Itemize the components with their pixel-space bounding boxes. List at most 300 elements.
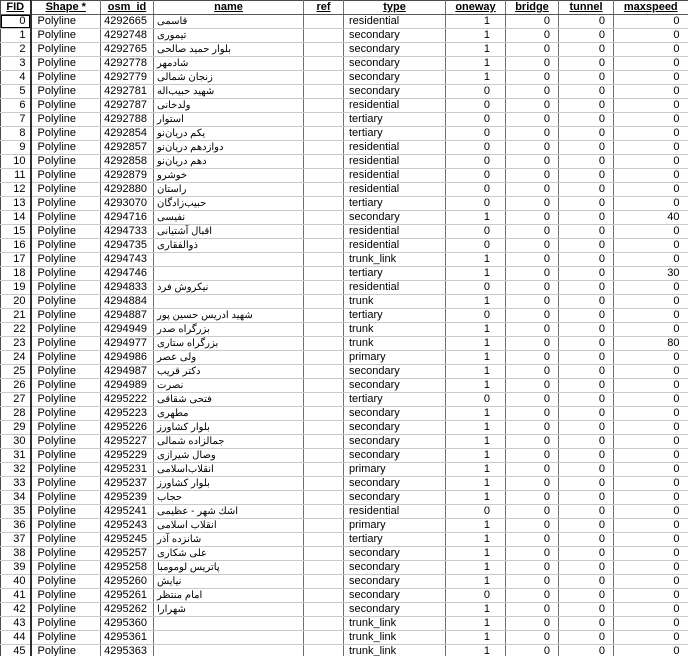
ref-cell[interactable] [304, 295, 344, 309]
name-cell[interactable]: استوار [154, 113, 304, 127]
shape-cell[interactable]: Polyline [31, 421, 101, 435]
bridge-cell[interactable]: 0 [506, 575, 559, 589]
tunnel-cell[interactable]: 0 [559, 29, 614, 43]
maxspeed-cell[interactable]: 0 [614, 561, 688, 575]
bridge-cell[interactable]: 0 [506, 393, 559, 407]
maxspeed-cell[interactable]: 0 [614, 421, 688, 435]
name-cell[interactable]: نفيسی [154, 211, 304, 225]
ref-cell[interactable] [304, 323, 344, 337]
ref-cell[interactable] [304, 85, 344, 99]
shape-cell[interactable]: Polyline [31, 631, 101, 645]
type-cell[interactable]: tertiary [344, 127, 446, 141]
shape-cell[interactable]: Polyline [31, 617, 101, 631]
ref-cell[interactable] [304, 379, 344, 393]
maxspeed-cell[interactable]: 40 [614, 211, 688, 225]
name-cell[interactable]: دهم دريان‌نو [154, 155, 304, 169]
tunnel-cell[interactable]: 0 [559, 113, 614, 127]
maxspeed-cell[interactable]: 0 [614, 15, 688, 29]
type-cell[interactable]: tertiary [344, 533, 446, 547]
ref-cell[interactable] [304, 71, 344, 85]
name-cell[interactable]: يكم دريان‌نو [154, 127, 304, 141]
bridge-cell[interactable]: 0 [506, 99, 559, 113]
oneway-cell[interactable]: 1 [446, 29, 506, 43]
maxspeed-cell[interactable]: 0 [614, 169, 688, 183]
tunnel-cell[interactable]: 0 [559, 71, 614, 85]
name-cell[interactable]: نصرت [154, 379, 304, 393]
bridge-cell[interactable]: 0 [506, 225, 559, 239]
osm_id-cell[interactable]: 4292879 [101, 169, 154, 183]
fid-cell[interactable]: 24 [1, 351, 31, 365]
name-cell[interactable] [154, 617, 304, 631]
maxspeed-cell[interactable]: 0 [614, 99, 688, 113]
type-cell[interactable]: residential [344, 15, 446, 29]
shape-cell[interactable]: Polyline [31, 309, 101, 323]
shape-cell[interactable]: Polyline [31, 43, 101, 57]
fid-cell[interactable]: 39 [1, 561, 31, 575]
fid-cell[interactable]: 34 [1, 491, 31, 505]
bridge-cell[interactable]: 0 [506, 519, 559, 533]
type-cell[interactable]: residential [344, 169, 446, 183]
type-cell[interactable]: trunk_link [344, 631, 446, 645]
name-cell[interactable] [154, 267, 304, 281]
tunnel-cell[interactable]: 0 [559, 225, 614, 239]
bridge-cell[interactable]: 0 [506, 645, 559, 656]
shape-cell[interactable]: Polyline [31, 71, 101, 85]
maxspeed-cell[interactable]: 0 [614, 379, 688, 393]
shape-cell[interactable]: Polyline [31, 295, 101, 309]
shape-cell[interactable]: Polyline [31, 575, 101, 589]
maxspeed-cell[interactable]: 0 [614, 29, 688, 43]
fid-cell[interactable]: 3 [1, 57, 31, 71]
tunnel-cell[interactable]: 0 [559, 449, 614, 463]
oneway-cell[interactable]: 1 [446, 603, 506, 617]
type-cell[interactable]: secondary [344, 71, 446, 85]
fid-cell[interactable]: 9 [1, 141, 31, 155]
osm_id-cell[interactable]: 4294887 [101, 309, 154, 323]
type-cell[interactable]: trunk [344, 295, 446, 309]
osm_id-cell[interactable]: 4292779 [101, 71, 154, 85]
oneway-cell[interactable]: 0 [446, 113, 506, 127]
maxspeed-cell[interactable]: 0 [614, 477, 688, 491]
tunnel-cell[interactable]: 0 [559, 617, 614, 631]
fid-cell[interactable]: 42 [1, 603, 31, 617]
maxspeed-cell[interactable]: 0 [614, 463, 688, 477]
bridge-cell[interactable]: 0 [506, 155, 559, 169]
maxspeed-cell[interactable]: 0 [614, 519, 688, 533]
fid-cell[interactable]: 30 [1, 435, 31, 449]
fid-cell[interactable]: 8 [1, 127, 31, 141]
osm_id-cell[interactable]: 4295223 [101, 407, 154, 421]
type-cell[interactable]: secondary [344, 211, 446, 225]
tunnel-cell[interactable]: 0 [559, 477, 614, 491]
fid-cell[interactable]: 18 [1, 267, 31, 281]
fid-cell[interactable]: 10 [1, 155, 31, 169]
maxspeed-cell[interactable]: 0 [614, 85, 688, 99]
fid-cell[interactable]: 29 [1, 421, 31, 435]
ref-cell[interactable] [304, 365, 344, 379]
tunnel-cell[interactable]: 0 [559, 645, 614, 656]
maxspeed-cell[interactable]: 0 [614, 351, 688, 365]
bridge-cell[interactable]: 0 [506, 309, 559, 323]
oneway-cell[interactable]: 0 [446, 127, 506, 141]
type-cell[interactable]: secondary [344, 491, 446, 505]
name-cell[interactable]: اشك شهر - عظيمی [154, 505, 304, 519]
type-cell[interactable]: secondary [344, 379, 446, 393]
maxspeed-cell[interactable]: 0 [614, 589, 688, 603]
osm_id-cell[interactable]: 4295262 [101, 603, 154, 617]
ref-cell[interactable] [304, 267, 344, 281]
fid-cell[interactable]: 40 [1, 575, 31, 589]
ref-cell[interactable] [304, 435, 344, 449]
oneway-cell[interactable]: 1 [446, 463, 506, 477]
osm_id-cell[interactable]: 4292765 [101, 43, 154, 57]
bridge-cell[interactable]: 0 [506, 351, 559, 365]
bridge-cell[interactable]: 0 [506, 337, 559, 351]
shape-cell[interactable]: Polyline [31, 253, 101, 267]
fid-cell[interactable]: 35 [1, 505, 31, 519]
osm_id-cell[interactable]: 4294977 [101, 337, 154, 351]
column-header-bridge[interactable]: bridge [506, 1, 559, 15]
fid-cell[interactable]: 5 [1, 85, 31, 99]
type-cell[interactable]: primary [344, 351, 446, 365]
type-cell[interactable]: secondary [344, 477, 446, 491]
column-header-maxspeed[interactable]: maxspeed [614, 1, 688, 15]
ref-cell[interactable] [304, 99, 344, 113]
osm_id-cell[interactable]: 4292788 [101, 113, 154, 127]
ref-cell[interactable] [304, 15, 344, 29]
ref-cell[interactable] [304, 113, 344, 127]
bridge-cell[interactable]: 0 [506, 71, 559, 85]
ref-cell[interactable] [304, 43, 344, 57]
column-header-ref[interactable]: ref [304, 1, 344, 15]
name-cell[interactable]: وصال شيرازی [154, 449, 304, 463]
name-cell[interactable]: امام منتظر [154, 589, 304, 603]
type-cell[interactable]: secondary [344, 589, 446, 603]
shape-cell[interactable]: Polyline [31, 267, 101, 281]
ref-cell[interactable] [304, 29, 344, 43]
osm_id-cell[interactable]: 4294986 [101, 351, 154, 365]
oneway-cell[interactable]: 0 [446, 393, 506, 407]
bridge-cell[interactable]: 0 [506, 547, 559, 561]
oneway-cell[interactable]: 1 [446, 491, 506, 505]
column-header-osm_id[interactable]: osm_id [101, 1, 154, 15]
tunnel-cell[interactable]: 0 [559, 631, 614, 645]
shape-cell[interactable]: Polyline [31, 603, 101, 617]
osm_id-cell[interactable]: 4295237 [101, 477, 154, 491]
oneway-cell[interactable]: 0 [446, 505, 506, 519]
type-cell[interactable]: residential [344, 239, 446, 253]
tunnel-cell[interactable]: 0 [559, 603, 614, 617]
osm_id-cell[interactable]: 4295231 [101, 463, 154, 477]
osm_id-cell[interactable]: 4294743 [101, 253, 154, 267]
osm_id-cell[interactable]: 4294949 [101, 323, 154, 337]
name-cell[interactable] [154, 645, 304, 656]
name-cell[interactable]: جمالزاده شمالی [154, 435, 304, 449]
ref-cell[interactable] [304, 337, 344, 351]
name-cell[interactable] [154, 295, 304, 309]
maxspeed-cell[interactable]: 0 [614, 575, 688, 589]
fid-cell[interactable]: 14 [1, 211, 31, 225]
shape-cell[interactable]: Polyline [31, 113, 101, 127]
osm_id-cell[interactable]: 4294989 [101, 379, 154, 393]
bridge-cell[interactable]: 0 [506, 449, 559, 463]
fid-cell[interactable]: 7 [1, 113, 31, 127]
type-cell[interactable]: tertiary [344, 113, 446, 127]
shape-cell[interactable]: Polyline [31, 477, 101, 491]
osm_id-cell[interactable]: 4295241 [101, 505, 154, 519]
maxspeed-cell[interactable]: 0 [614, 393, 688, 407]
oneway-cell[interactable]: 1 [446, 337, 506, 351]
fid-cell[interactable]: 45 [1, 645, 31, 656]
name-cell[interactable]: انقلاب اسلامی [154, 519, 304, 533]
name-cell[interactable]: بلوار كشاورز [154, 477, 304, 491]
type-cell[interactable]: secondary [344, 57, 446, 71]
bridge-cell[interactable]: 0 [506, 463, 559, 477]
fid-cell[interactable]: 33 [1, 477, 31, 491]
tunnel-cell[interactable]: 0 [559, 463, 614, 477]
tunnel-cell[interactable]: 0 [559, 407, 614, 421]
bridge-cell[interactable]: 0 [506, 589, 559, 603]
osm_id-cell[interactable]: 4295258 [101, 561, 154, 575]
type-cell[interactable]: residential [344, 141, 446, 155]
oneway-cell[interactable]: 0 [446, 169, 506, 183]
tunnel-cell[interactable]: 0 [559, 169, 614, 183]
oneway-cell[interactable]: 1 [446, 421, 506, 435]
name-cell[interactable]: نيكروش فرد [154, 281, 304, 295]
name-cell[interactable]: حجاب [154, 491, 304, 505]
osm_id-cell[interactable]: 4294987 [101, 365, 154, 379]
column-header-oneway[interactable]: oneway [446, 1, 506, 15]
oneway-cell[interactable]: 0 [446, 141, 506, 155]
maxspeed-cell[interactable]: 0 [614, 645, 688, 656]
maxspeed-cell[interactable]: 0 [614, 617, 688, 631]
fid-cell[interactable]: 13 [1, 197, 31, 211]
fid-cell[interactable]: 16 [1, 239, 31, 253]
name-cell[interactable]: نيايش [154, 575, 304, 589]
osm_id-cell[interactable]: 4294884 [101, 295, 154, 309]
bridge-cell[interactable]: 0 [506, 603, 559, 617]
shape-cell[interactable]: Polyline [31, 225, 101, 239]
type-cell[interactable]: secondary [344, 407, 446, 421]
fid-cell[interactable]: 41 [1, 589, 31, 603]
shape-cell[interactable]: Polyline [31, 379, 101, 393]
ref-cell[interactable] [304, 155, 344, 169]
name-cell[interactable]: بلوار كشاورز [154, 421, 304, 435]
maxspeed-cell[interactable]: 0 [614, 281, 688, 295]
oneway-cell[interactable]: 0 [446, 589, 506, 603]
name-cell[interactable]: زنجان شمالی [154, 71, 304, 85]
osm_id-cell[interactable]: 4292748 [101, 29, 154, 43]
oneway-cell[interactable]: 0 [446, 309, 506, 323]
ref-cell[interactable] [304, 281, 344, 295]
oneway-cell[interactable]: 1 [446, 547, 506, 561]
shape-cell[interactable]: Polyline [31, 449, 101, 463]
name-cell[interactable]: علی شكاری [154, 547, 304, 561]
tunnel-cell[interactable]: 0 [559, 421, 614, 435]
fid-cell[interactable]: 21 [1, 309, 31, 323]
osm_id-cell[interactable]: 4295257 [101, 547, 154, 561]
bridge-cell[interactable]: 0 [506, 407, 559, 421]
shape-cell[interactable]: Polyline [31, 281, 101, 295]
tunnel-cell[interactable]: 0 [559, 351, 614, 365]
maxspeed-cell[interactable]: 30 [614, 267, 688, 281]
oneway-cell[interactable]: 1 [446, 533, 506, 547]
shape-cell[interactable]: Polyline [31, 155, 101, 169]
bridge-cell[interactable]: 0 [506, 505, 559, 519]
ref-cell[interactable] [304, 253, 344, 267]
fid-cell[interactable]: 15 [1, 225, 31, 239]
shape-cell[interactable]: Polyline [31, 183, 101, 197]
type-cell[interactable]: secondary [344, 29, 446, 43]
tunnel-cell[interactable]: 0 [559, 43, 614, 57]
ref-cell[interactable] [304, 645, 344, 656]
tunnel-cell[interactable]: 0 [559, 127, 614, 141]
oneway-cell[interactable]: 1 [446, 43, 506, 57]
bridge-cell[interactable]: 0 [506, 491, 559, 505]
ref-cell[interactable] [304, 631, 344, 645]
type-cell[interactable]: residential [344, 505, 446, 519]
maxspeed-cell[interactable]: 0 [614, 365, 688, 379]
osm_id-cell[interactable]: 4293070 [101, 197, 154, 211]
oneway-cell[interactable]: 0 [446, 225, 506, 239]
ref-cell[interactable] [304, 197, 344, 211]
maxspeed-cell[interactable]: 0 [614, 533, 688, 547]
column-header-shape[interactable]: Shape * [31, 1, 101, 15]
tunnel-cell[interactable]: 0 [559, 183, 614, 197]
type-cell[interactable]: residential [344, 281, 446, 295]
shape-cell[interactable]: Polyline [31, 127, 101, 141]
osm_id-cell[interactable]: 4295239 [101, 491, 154, 505]
ref-cell[interactable] [304, 519, 344, 533]
type-cell[interactable]: trunk_link [344, 617, 446, 631]
ref-cell[interactable] [304, 309, 344, 323]
ref-cell[interactable] [304, 477, 344, 491]
fid-cell[interactable]: 20 [1, 295, 31, 309]
oneway-cell[interactable]: 1 [446, 57, 506, 71]
ref-cell[interactable] [304, 589, 344, 603]
shape-cell[interactable]: Polyline [31, 533, 101, 547]
osm_id-cell[interactable]: 4295245 [101, 533, 154, 547]
ref-cell[interactable] [304, 533, 344, 547]
type-cell[interactable]: tertiary [344, 197, 446, 211]
oneway-cell[interactable]: 0 [446, 281, 506, 295]
type-cell[interactable]: trunk [344, 337, 446, 351]
tunnel-cell[interactable]: 0 [559, 561, 614, 575]
osm_id-cell[interactable]: 4294746 [101, 267, 154, 281]
oneway-cell[interactable]: 1 [446, 575, 506, 589]
bridge-cell[interactable]: 0 [506, 29, 559, 43]
oneway-cell[interactable]: 0 [446, 99, 506, 113]
name-cell[interactable]: اقبال آشتيانی [154, 225, 304, 239]
name-cell[interactable]: شادمهر [154, 57, 304, 71]
bridge-cell[interactable]: 0 [506, 365, 559, 379]
ref-cell[interactable] [304, 169, 344, 183]
osm_id-cell[interactable]: 4294735 [101, 239, 154, 253]
shape-cell[interactable]: Polyline [31, 169, 101, 183]
shape-cell[interactable]: Polyline [31, 491, 101, 505]
oneway-cell[interactable]: 1 [446, 365, 506, 379]
shape-cell[interactable]: Polyline [31, 463, 101, 477]
name-cell[interactable]: خوشرو [154, 169, 304, 183]
ref-cell[interactable] [304, 505, 344, 519]
maxspeed-cell[interactable]: 0 [614, 71, 688, 85]
name-cell[interactable]: ولدخانی [154, 99, 304, 113]
ref-cell[interactable] [304, 57, 344, 71]
tunnel-cell[interactable]: 0 [559, 505, 614, 519]
tunnel-cell[interactable]: 0 [559, 519, 614, 533]
maxspeed-cell[interactable]: 0 [614, 155, 688, 169]
shape-cell[interactable]: Polyline [31, 323, 101, 337]
osm_id-cell[interactable]: 4295361 [101, 631, 154, 645]
osm_id-cell[interactable]: 4295360 [101, 617, 154, 631]
bridge-cell[interactable]: 0 [506, 211, 559, 225]
type-cell[interactable]: secondary [344, 603, 446, 617]
fid-cell[interactable]: 22 [1, 323, 31, 337]
maxspeed-cell[interactable]: 0 [614, 309, 688, 323]
maxspeed-cell[interactable]: 0 [614, 43, 688, 57]
ref-cell[interactable] [304, 449, 344, 463]
shape-cell[interactable]: Polyline [31, 435, 101, 449]
column-header-type[interactable]: type [344, 1, 446, 15]
shape-cell[interactable]: Polyline [31, 197, 101, 211]
type-cell[interactable]: residential [344, 155, 446, 169]
tunnel-cell[interactable]: 0 [559, 547, 614, 561]
bridge-cell[interactable]: 0 [506, 561, 559, 575]
shape-cell[interactable]: Polyline [31, 239, 101, 253]
ref-cell[interactable] [304, 561, 344, 575]
ref-cell[interactable] [304, 547, 344, 561]
maxspeed-cell[interactable]: 0 [614, 197, 688, 211]
maxspeed-cell[interactable]: 0 [614, 323, 688, 337]
oneway-cell[interactable]: 1 [446, 15, 506, 29]
maxspeed-cell[interactable]: 0 [614, 449, 688, 463]
shape-cell[interactable]: Polyline [31, 141, 101, 155]
fid-cell[interactable]: 28 [1, 407, 31, 421]
tunnel-cell[interactable]: 0 [559, 239, 614, 253]
name-cell[interactable]: بزرگراه صدر [154, 323, 304, 337]
osm_id-cell[interactable]: 4295243 [101, 519, 154, 533]
bridge-cell[interactable]: 0 [506, 421, 559, 435]
oneway-cell[interactable]: 1 [446, 519, 506, 533]
maxspeed-cell[interactable]: 0 [614, 547, 688, 561]
tunnel-cell[interactable]: 0 [559, 393, 614, 407]
name-cell[interactable]: ذوالفقاری [154, 239, 304, 253]
osm_id-cell[interactable]: 4292778 [101, 57, 154, 71]
type-cell[interactable]: tertiary [344, 267, 446, 281]
osm_id-cell[interactable]: 4292854 [101, 127, 154, 141]
name-cell[interactable]: قاسمی [154, 15, 304, 29]
type-cell[interactable]: secondary [344, 435, 446, 449]
osm_id-cell[interactable]: 4294833 [101, 281, 154, 295]
name-cell[interactable]: بلوار حميد صالحی [154, 43, 304, 57]
osm_id-cell[interactable]: 4295261 [101, 589, 154, 603]
fid-cell[interactable]: 6 [1, 99, 31, 113]
tunnel-cell[interactable]: 0 [559, 323, 614, 337]
maxspeed-cell[interactable]: 0 [614, 435, 688, 449]
bridge-cell[interactable]: 0 [506, 169, 559, 183]
name-cell[interactable]: فتحی شقاقی [154, 393, 304, 407]
shape-cell[interactable]: Polyline [31, 505, 101, 519]
tunnel-cell[interactable]: 0 [559, 211, 614, 225]
tunnel-cell[interactable]: 0 [559, 309, 614, 323]
fid-cell[interactable]: 1 [1, 29, 31, 43]
bridge-cell[interactable]: 0 [506, 617, 559, 631]
ref-cell[interactable] [304, 603, 344, 617]
ref-cell[interactable] [304, 239, 344, 253]
name-cell[interactable]: بزرگراه ستاری [154, 337, 304, 351]
oneway-cell[interactable]: 0 [446, 85, 506, 99]
maxspeed-cell[interactable]: 0 [614, 407, 688, 421]
